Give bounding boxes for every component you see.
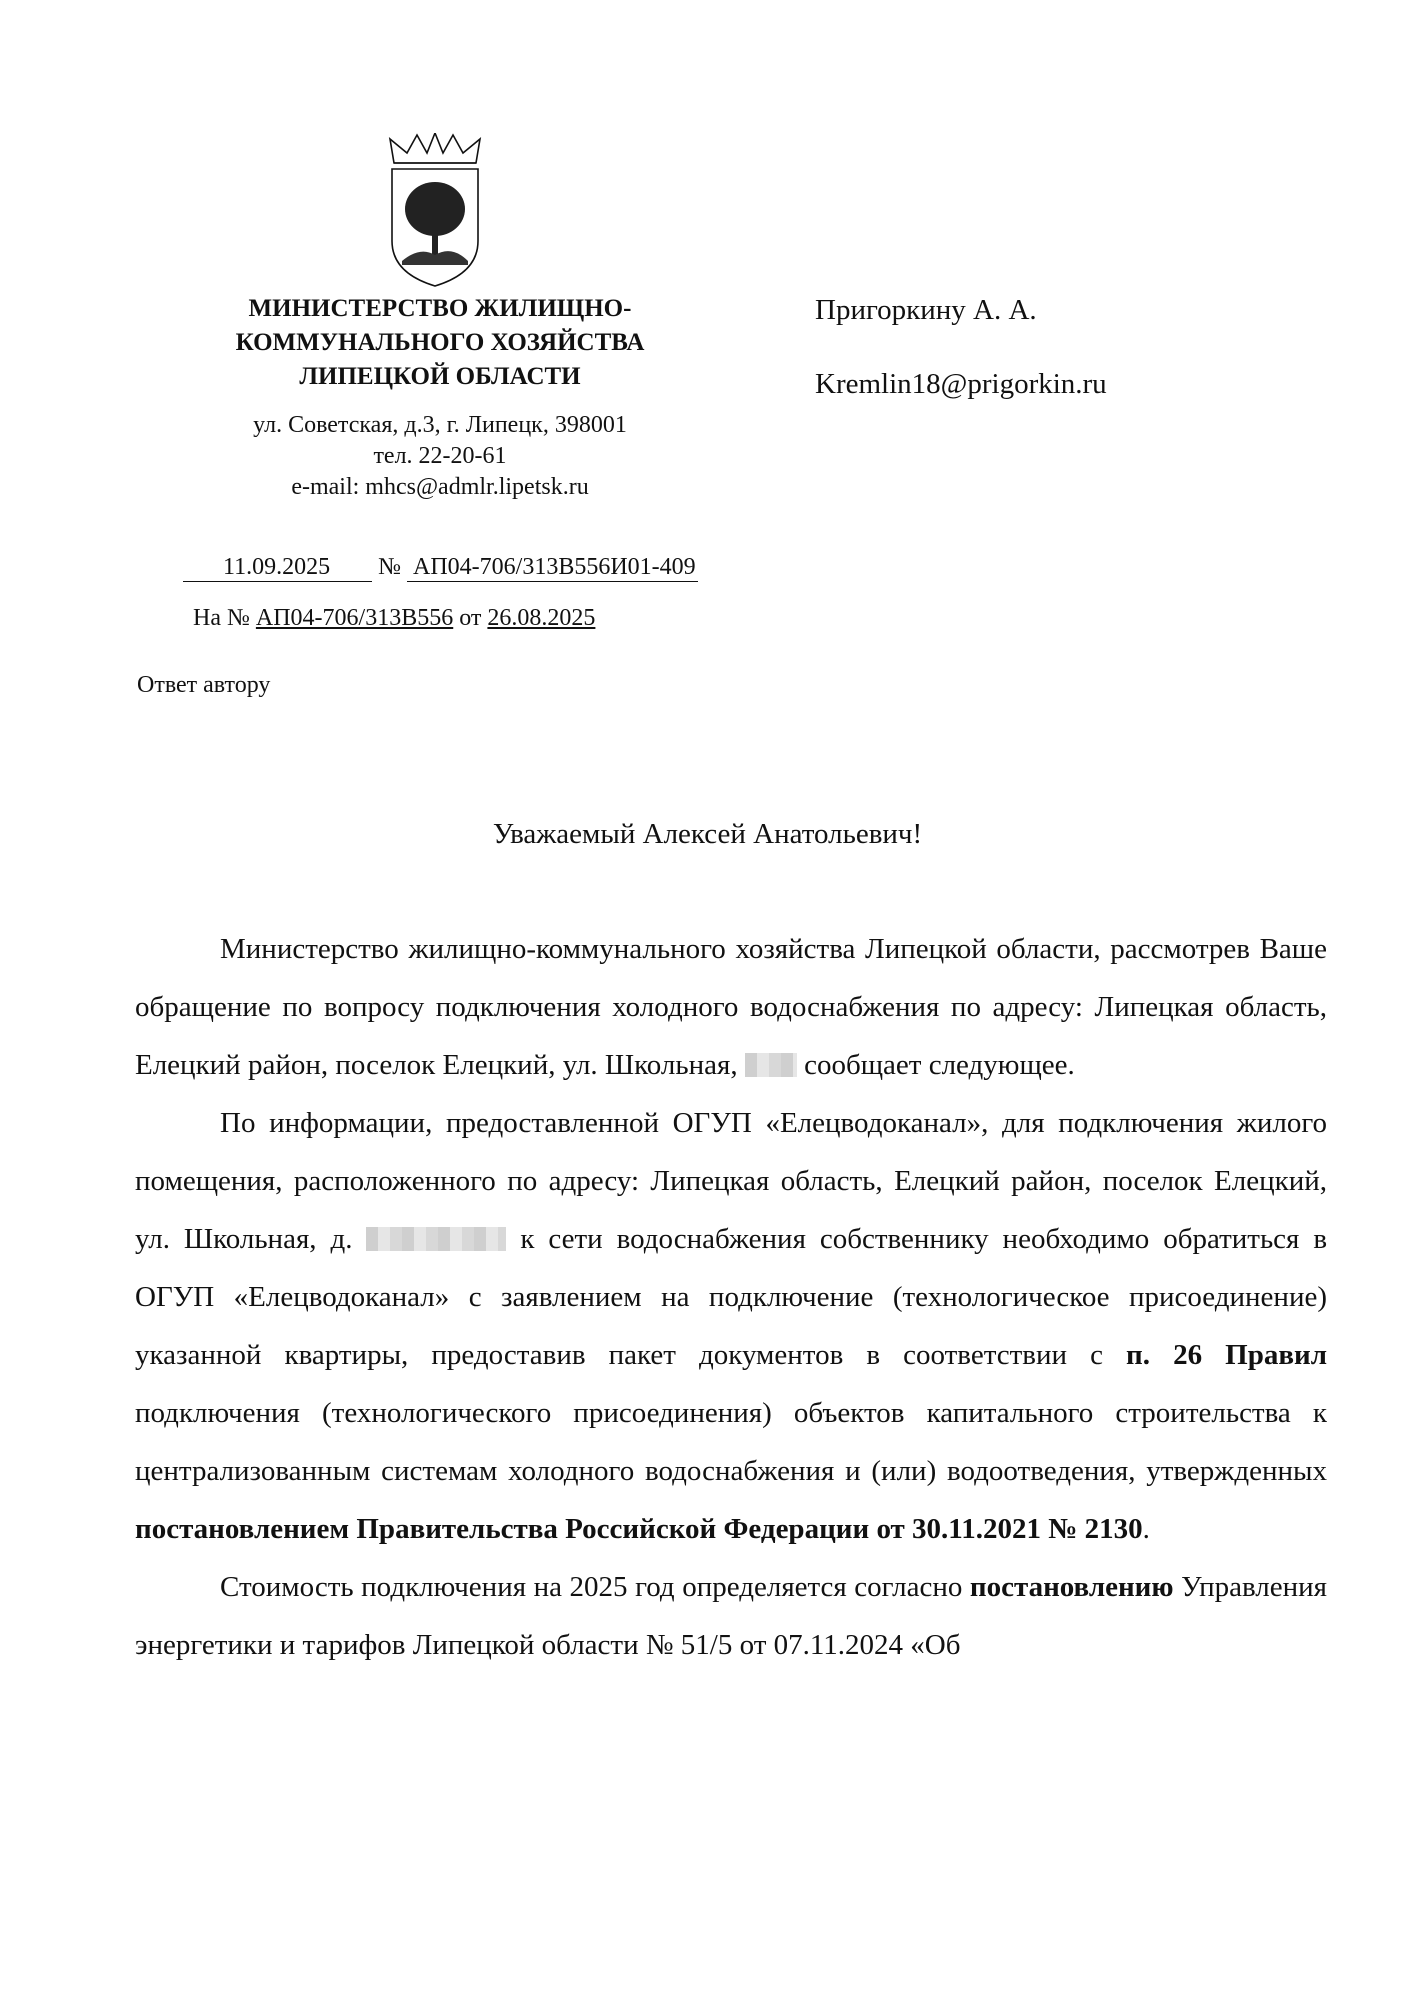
ministry-email: e-mail: mhcs@admlr.lipetsk.ru: [291, 474, 589, 500]
registration-number: АП04-706/313В556И01-409: [407, 554, 698, 582]
ref-from: от: [459, 605, 482, 631]
recipient-name: Пригоркину А. А.: [815, 294, 1037, 326]
paragraph-2-bold-1: п. 26 Правил: [1126, 1339, 1327, 1371]
letter-body: [135, 920, 1327, 1674]
ministry-name: [160, 292, 720, 394]
paragraph-2-text-a: По информации, предоставленной ОГУП «Елецводоканал», для подключения жилого помещения, расположенного по адресу: Липецкая область, Елецкий район, поселок Елецкий, ул. Школьная, д.: [135, 1107, 1327, 1255]
number-prefix: №: [378, 554, 402, 580]
redacted-house-number: [366, 1227, 506, 1251]
ministry-phone: тел. 22-20-61: [373, 443, 507, 469]
paragraph-3-bold: постановлению: [969, 1571, 1174, 1603]
ref-date: 26.08.2025: [487, 605, 596, 631]
paragraph-2: [135, 1094, 1327, 1558]
redacted-house-number: [745, 1053, 797, 1077]
paragraph-2-text-b: к сети водоснабжения собственнику необходимо обратиться в ОГУП «Елецводоканал» с заявлением на подключение (технологическое присоединение) указанной квартиры, предоставив пакет документов в соответствии с: [135, 1223, 1328, 1371]
paragraph-1: [135, 920, 1327, 1094]
paragraph-2-text-c: подключения (технологического присоединения) объектов капитального строительства к централизованным системам холодного водоснабжения и (или) водоотведения, утвержденных: [135, 1397, 1327, 1487]
ref-number: АП04-706/313В556: [255, 605, 454, 631]
ministry-line-3: ЛИПЕЦКОЙ ОБЛАСТИ: [299, 363, 581, 390]
recipient-email: Kremlin18@prigorkin.ru: [815, 368, 1107, 400]
coat-of-arms-emblem: [380, 133, 490, 288]
ministry-contacts: [160, 410, 720, 503]
paragraph-3: [135, 1558, 1327, 1674]
ref-prefix: На №: [193, 605, 250, 631]
greeting: Уважаемый Алексей Анатольевич!: [492, 818, 923, 850]
ministry-address: ул. Советская, д.3, г. Липецк, 398001: [253, 412, 627, 438]
paragraph-2-end: .: [1142, 1513, 1150, 1545]
ministry-line-1: МИНИСТЕРСТВО ЖИЛИЩНО-: [248, 295, 632, 322]
paragraph-3-text-b: Управления энергетики и тарифов Липецкой области № 51/5 от 07.11.2024 «Об: [135, 1571, 1328, 1661]
document-tag: Ответ автору: [137, 672, 271, 698]
paragraph-3-text-a: Стоимость подключения на 2025 год определяется согласно: [220, 1571, 963, 1603]
registration-date: 11.09.2025: [183, 554, 372, 582]
paragraph-1-text: Министерство жилищно-коммунального хозяйства Липецкой области, рассмотрев Ваше обращение по вопросу подключения холодного водоснабжения по адресу: Липецкая область, Елецкий район, поселок Елецкий, ул. Школьная,: [135, 933, 1327, 1081]
paragraph-1-end: сообщает следующее.: [804, 1049, 1075, 1081]
ministry-line-2: КОММУНАЛЬНОГО ХОЗЯЙСТВА: [235, 329, 645, 356]
paragraph-2-bold-2: постановлением Правительства Российской Федерации от 30.11.2021 № 2130: [135, 1513, 1143, 1545]
reference-line: [193, 605, 595, 632]
registration-line: [183, 554, 698, 582]
